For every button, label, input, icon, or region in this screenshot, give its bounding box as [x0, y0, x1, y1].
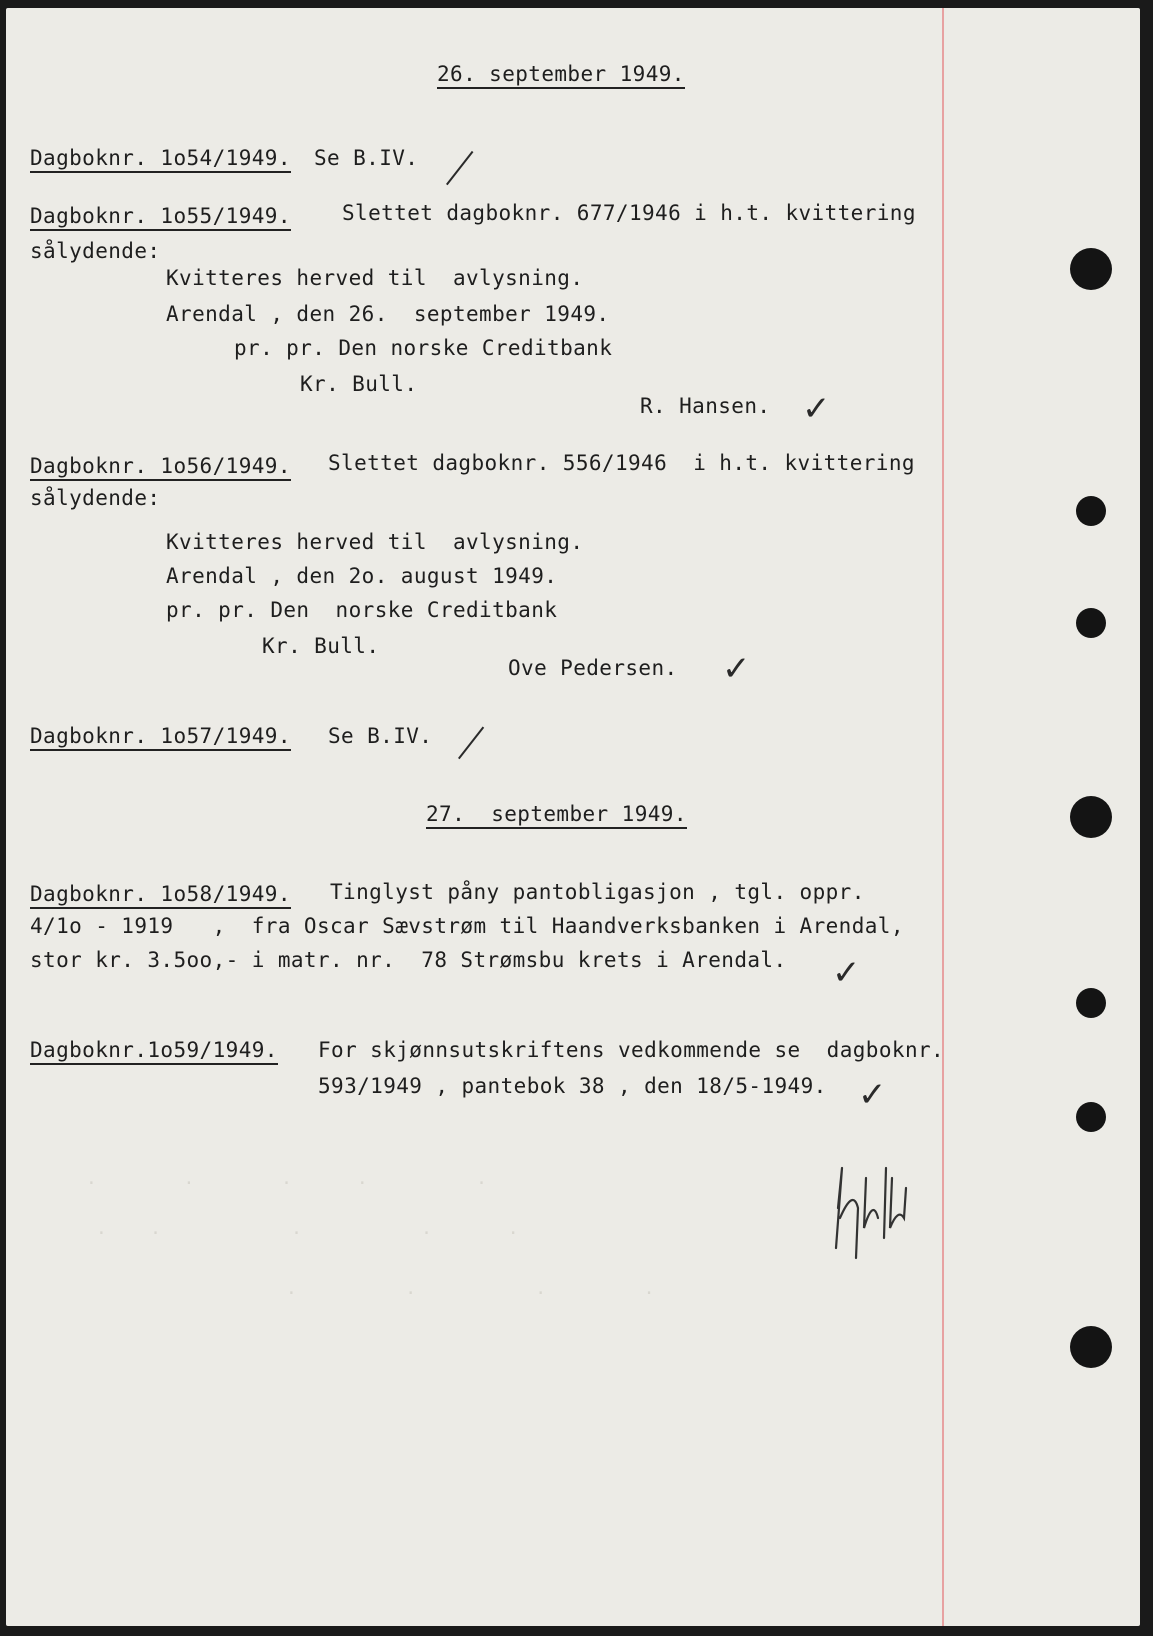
entry-text: Se B.IV.: [314, 146, 419, 170]
punch-hole-icon: [1070, 1326, 1112, 1368]
check-mark-icon: [458, 726, 484, 759]
quote-line: pr. pr. Den norske Creditbank: [234, 336, 613, 360]
quote-line: Kr. Bull.: [262, 634, 380, 658]
bleed-through: . . . . .: [96, 1218, 519, 1239]
signature-line: Ove Pedersen.: [508, 656, 678, 680]
punch-hole-icon: [1076, 608, 1106, 638]
quote-line: Kvitteres herved til avlysning.: [166, 530, 584, 554]
margin-line: [942, 8, 944, 1626]
quote-line: Arendal , den 2o. august 1949.: [166, 564, 558, 588]
quote-line: Kvitteres herved til avlysning.: [166, 266, 584, 290]
quote-line: Kr. Bull.: [300, 372, 418, 396]
bleed-through: . . . . .: [86, 1168, 487, 1189]
punch-hole-icon: [1070, 248, 1112, 290]
entry-text: Se B.IV.: [328, 724, 433, 748]
entry-ref: Dagboknr. 1o58/1949.: [30, 882, 291, 909]
entry-line: Slettet dagboknr. 677/1946 i h.t. kvittering: [342, 201, 916, 225]
punch-hole-icon: [1070, 796, 1112, 838]
entry-ref: Dagboknr. 1o57/1949.: [30, 724, 291, 751]
entry-line: sålydende:: [30, 486, 161, 510]
quote-line: Arendal , den 26. september 1949.: [166, 302, 610, 326]
signature-line: R. Hansen.: [640, 394, 771, 418]
check-mark-icon: ✓: [722, 649, 751, 689]
punch-hole-icon: [1076, 988, 1106, 1018]
entry-line: stor kr. 3.5oo,- i matr. nr. 78 Strømsbu krets i Arendal.: [30, 948, 787, 972]
punch-hole-icon: [1076, 496, 1106, 526]
quote-line: pr. pr. Den norske Creditbank: [166, 598, 558, 622]
check-mark-icon: ✓: [858, 1075, 887, 1115]
date-heading: 26. september 1949.: [437, 62, 685, 89]
entry-line: 593/1949 , pantebok 38 , den 18/5-1949.: [318, 1074, 827, 1098]
check-mark-icon: [446, 151, 473, 185]
check-mark-icon: ✓: [802, 389, 831, 429]
punch-hole-icon: [1076, 1102, 1106, 1132]
entry-line: Tinglyst påny pantobligasjon , tgl. oppr.: [330, 880, 865, 904]
entry-line: Slettet dagboknr. 556/1946 i h.t. kvittering: [328, 451, 915, 475]
date-heading: 27. september 1949.: [426, 802, 687, 829]
entry-ref: Dagboknr.1o59/1949.: [30, 1038, 278, 1065]
entry-ref: Dagboknr. 1o54/1949.: [30, 146, 291, 173]
entry-line: For skjønnsutskriftens vedkommende se dagboknr.: [318, 1038, 945, 1062]
check-mark-icon: ✓: [832, 953, 861, 993]
entry-ref: Dagboknr. 1o55/1949.: [30, 204, 291, 231]
document-page: [6, 8, 1140, 1626]
entry-line: sålydende:: [30, 239, 161, 263]
bleed-through: . . . .: [286, 1278, 655, 1299]
handwritten-initials-icon: [828, 1148, 918, 1278]
entry-line: 4/1o - 1919 , fra Oscar Sævstrøm til Haandverksbanken i Arendal,: [30, 914, 904, 938]
entry-ref: Dagboknr. 1o56/1949.: [30, 454, 291, 481]
